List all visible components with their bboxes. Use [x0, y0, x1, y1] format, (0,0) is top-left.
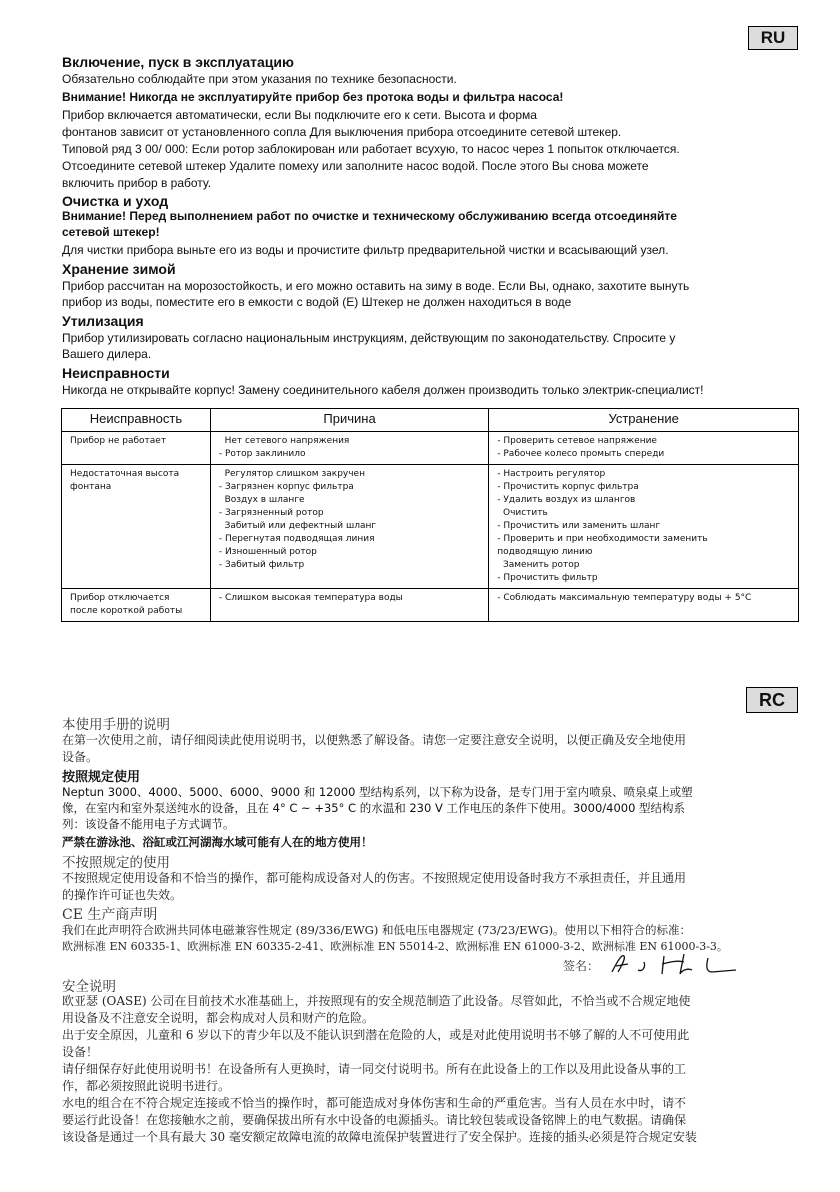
- cause-cell: Нет сетевого напряжения - Ротор заклинило: [210, 432, 488, 465]
- section-title-intended-use: 按照规定使用: [62, 770, 141, 785]
- faults-line-1: Никогда не открывайте корпус! Замену соединительного кабеля должен производить только электрик-специалист!: [62, 383, 704, 397]
- safety-line-8: 要运行此设备！在您接触水之前，要确保拔出所有水中设备的电源插头。请比较包装或设备铭牌上的电气数据。请确保: [62, 1113, 687, 1127]
- fault-cell: Прибор отключается после короткой работы: [62, 589, 211, 622]
- disposal-line-1: Прибор утилизировать согласно национальным инструкциям, действующим по законодательству. Спросите у: [62, 331, 676, 345]
- signature-mark: [608, 950, 738, 978]
- table-row: [62, 465, 799, 589]
- intended-line-3: 列：该设备不能用电子方式调节。: [62, 817, 235, 831]
- safety-line-3: 出于安全原因，儿童和 6 岁以下的青少年以及不能认识到潜在危险的人，或是对此使用说明书不够了解的人不可使用此: [62, 1028, 690, 1042]
- manual-line-2: 设备。: [62, 750, 99, 764]
- improper-line-2: 的操作许可证也失效。: [62, 888, 183, 902]
- winter-line-2: прибор из воды, поместите его в емкости с водой (E) Штекер не должен находиться в воде: [62, 295, 572, 309]
- language-badge-ru: RU: [748, 26, 798, 50]
- table-header-cause: Причина: [210, 409, 488, 432]
- startup-warning: Внимание! Никогда не эксплуатируйте прибор без протока воды и фильтра насоса!: [62, 90, 564, 104]
- signature-label: 签名：: [563, 959, 600, 973]
- table-row: [62, 432, 799, 465]
- intended-line-1: Neptun 3000、4000、5000、6000、9000 和 12000 型结构系列，以下称为设备，是专门用于室内喷泉、喷泉桌上或塑: [62, 785, 693, 799]
- fault-cell: Прибор не работает: [62, 432, 211, 465]
- safety-line-9: 该设备是通过一个具有最大 30 毫安额定故障电流的故障电流保护装置进行了安全保护。连接的插头必须是符合规定安装: [62, 1130, 697, 1144]
- table-header-row: [62, 409, 799, 432]
- startup-line-2: Прибор включается автоматически, если Вы подключите его к сети. Высота и форма: [62, 108, 537, 122]
- safety-line-4: 设备！: [62, 1045, 99, 1059]
- improper-line-1: 不按照规定使用设备和不恰当的操作，都可能构成设备对人的伤害。不按照规定使用设备时我方不承担责任，并且通用: [62, 871, 687, 885]
- manual-line-1: 在第一次使用之前，请仔细阅读此使用说明书，以便熟悉了解设备。请您一定要注意安全说明，以便正确及安全地使用: [62, 733, 687, 747]
- startup-line-6: включить прибор в работу.: [62, 176, 212, 190]
- safety-line-1: 欧亚瑟 (OASE) 公司在目前技术水准基础上，并按照现有的安全规范制造了此设备。尽管如此，不恰当或不合规定地使: [62, 994, 691, 1008]
- startup-line-4: Типовой ряд 3 00/ 000: Если ротор заблокирован или работает всухую, то насос через 1 попыток отключается.: [62, 142, 680, 156]
- care-warning-1: Внимание! Перед выполнением работ по очистке и техническому обслуживанию всегда отсоединяйте: [62, 209, 677, 223]
- winter-line-1: Прибор рассчитан на морозостойкость, и его можно оставить на зиму в воде. Если Вы, однако, захотите вынуть: [62, 279, 690, 293]
- troubleshooting-table: [61, 408, 799, 622]
- section-title-winter: Хранение зимой: [62, 261, 176, 277]
- cause-cell: Регулятор слишком закручен - Загрязнен корпус фильтра Воздух в шланге - Загрязненный ротор Забитый или дефектный шланг - Перегнутая подводящая линия - Изношенный ротор - Забитый фильтр: [210, 465, 488, 589]
- safety-line-2: 用设备及不注意安全说明，都会构成对人员和财产的危险。: [62, 1011, 375, 1025]
- safety-line-5: 请仔细保存好此使用说明书！在设备所有人更换时，请一同交付说明书。所有在此设备上的工作以及用此设备从事的工: [62, 1062, 687, 1076]
- care-line-1: Для чистки прибора выньте его из воды и прочистите фильтр предварительной чистки и всасывающий узел.: [62, 243, 669, 257]
- startup-line-1: Обязательно соблюдайте при этом указания по технике безопасности.: [62, 72, 457, 86]
- ce-line-1: 我们在此声明符合欧洲共同体电磁兼容性规定 (89/336/EWG) 和低电压电器规定 (73/23/EWG)。使用以下相符合的标准：: [62, 923, 692, 937]
- startup-line-5: Отсоедините сетевой штекер Удалите помеху или заполните насос водой. После этого Вы снова можете: [62, 159, 649, 173]
- fix-cell: - Соблюдать максимальную температуру воды + 5°C: [489, 589, 799, 622]
- fault-cell: Недостаточная высота фонтана: [62, 465, 211, 589]
- section-title-safety: 安全说明: [62, 979, 116, 995]
- section-title-disposal: Утилизация: [62, 313, 144, 329]
- section-title-faults: Неисправности: [62, 365, 170, 381]
- section-title-startup: Включение, пуск в эксплуатацию: [62, 54, 294, 70]
- table-row: [62, 589, 799, 622]
- section-title-manual: 本使用手册的说明: [62, 717, 170, 733]
- safety-line-7: 水电的组合在不符合规定连接或不恰当的操作时，都可能造成对身体伤害和生命的严重危害。当有人员在水中时，请不: [62, 1096, 687, 1110]
- section-title-care: Очистка и уход: [62, 193, 169, 209]
- cause-cell: - Слишком высокая температура воды: [210, 589, 488, 622]
- table-header-fix: Устранение: [489, 409, 799, 432]
- section-title-improper-use: 不按照规定的使用: [62, 855, 170, 871]
- section-title-ce-declaration: CE 生产商声明: [62, 907, 158, 923]
- language-badge-rc: RC: [746, 687, 798, 713]
- table-header-fault: Неисправность: [62, 409, 211, 432]
- intended-warning: 严禁在游泳池、浴缸或江河湖海水域可能有人在的地方使用！: [62, 835, 373, 849]
- disposal-line-2: Вашего дилера.: [62, 347, 152, 361]
- care-warning-2: сетевой штекер!: [62, 225, 160, 239]
- fix-cell: - Проверить сетевое напряжение - Рабочее колесо промыть спереди: [489, 432, 799, 465]
- startup-line-3: фонтанов зависит от установленного сопла Для выключения прибора отсоедините сетевой штекер.: [62, 125, 622, 139]
- safety-line-6: 作，都必须按照此说明书进行。: [62, 1079, 231, 1093]
- intended-line-2: 像，在室内和室外泵送纯水的设备，且在 4° C ~ +35° C 的水温和 230 V 工作电压的条件下使用。3000/4000 型结构系: [62, 801, 686, 815]
- fix-cell: - Настроить регулятор - Прочистить корпус фильтра - Удалить воздух из шлангов Очистить - Прочистить или заменить шланг - Проверить и при необходимости заменить подводящую линию Заменить ротор - Прочистить фильтр: [489, 465, 799, 589]
- ce-line-2: 欧洲标准 EN 60335-1、欧洲标准 EN 60335-2-41、欧洲标准 EN 55014-2、欧洲标准 EN 61000-3-2、欧洲标准 EN 61000-3-3。: [62, 940, 728, 953]
